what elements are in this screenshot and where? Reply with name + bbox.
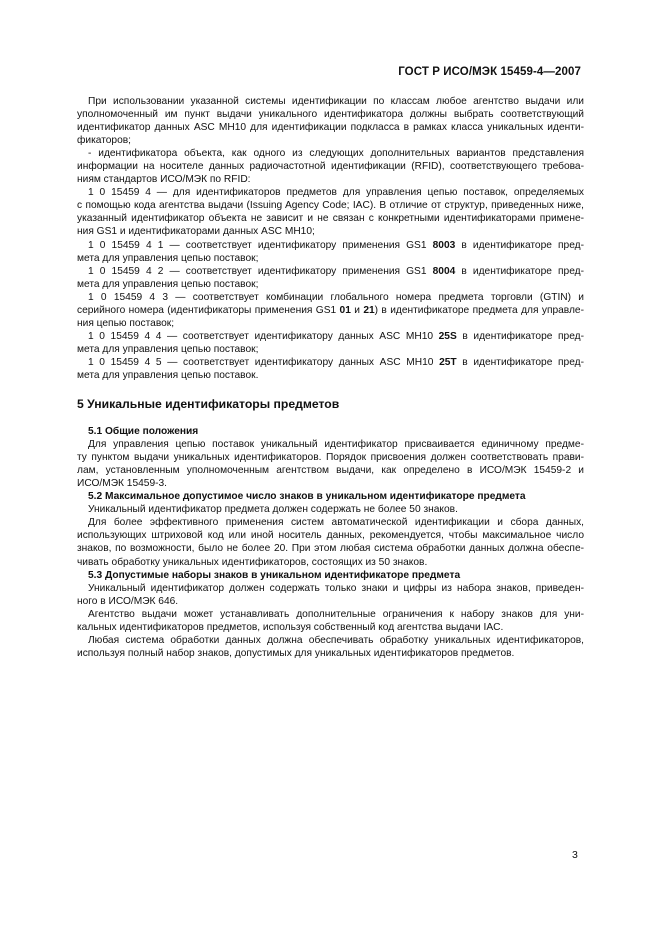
subsection-5-2 bbox=[77, 490, 584, 568]
paragraph-intro-2 bbox=[77, 147, 584, 186]
text-line: чивать обработку уникальных идентификаторов, состоящих из 50 знаков. bbox=[77, 556, 428, 568]
subsection-5-3-heading: 5.3 Допустимые наборы знаков в уникальном идентификаторе предмета bbox=[88, 569, 461, 581]
text-line: 1 0 15459 4 1 — соответствует идентификатору применения GS1 8003 в идентификаторе пред- bbox=[88, 239, 584, 251]
text-line: При использовании указанной системы идентификации по классам любое агентство выдачи или bbox=[88, 96, 584, 107]
text-line: лам, установленным уполномоченным агентством выдачи, как определено в ИСО/МЭК 15459-2 и bbox=[77, 465, 584, 477]
text-line: фикаторов; bbox=[77, 135, 131, 147]
paragraph-oid-4-3 bbox=[77, 291, 584, 330]
page-number: 3 bbox=[572, 849, 578, 861]
paragraph-oid-4 bbox=[77, 186, 584, 238]
text-line: ниям стандартов ИСО/МЭК по RFID: bbox=[77, 174, 251, 186]
text-line: Уникальный идентификатор предмета должен содержать не более 50 знаков. bbox=[88, 504, 458, 516]
text-line: Для управления цепью поставок уникальный идентификатор присваивается единичному предме- bbox=[88, 439, 584, 451]
text-line: 1 0 15459 4 3 — соответствует комбинации глобального номера предмета торговли (GTIN) и bbox=[88, 291, 584, 303]
text-line: ния GS1 и идентификаторами данных ASC MH10; bbox=[77, 226, 315, 238]
text-line: ного в ИСО/МЭК 646. bbox=[77, 595, 179, 607]
text-line: кальных идентификаторов предметов, используя собственный код агентства выдачи IAC. bbox=[77, 621, 504, 633]
text-line: мета для управления цепью поставок; bbox=[77, 252, 259, 264]
paragraph-oid-4-4 bbox=[77, 330, 584, 356]
paragraph-oid-4-5 bbox=[77, 356, 584, 382]
text-line: с помощью кода агентства выдачи (Issuing Agency Code; IAC). В отличие от структур, приведенных ниже, bbox=[77, 200, 584, 212]
text-line: использующих штриховой код или иной носитель данных, рекомендуется, чтобы максимальное число bbox=[77, 530, 584, 542]
subsection-5-1-heading: 5.1 Общие положения bbox=[88, 426, 199, 438]
subsection-5-1 bbox=[77, 425, 584, 490]
text-line: уполномоченный им пункт выдачи уникального идентификатора должны выбрать соответствующий bbox=[77, 109, 584, 121]
section-5-heading: 5 Уникальные идентификаторы предметов bbox=[77, 397, 340, 412]
paragraph-oid-4-1 bbox=[77, 239, 584, 265]
text-line: информации на носителе данных радиочастотной идентификации (RFID), соответствующего требова- bbox=[77, 161, 584, 173]
text-line: Любая система обработки данных должна обеспечивать обработку уникальных идентификаторов, bbox=[88, 634, 584, 646]
text-line: 1 0 15459 4 — для идентификаторов предметов для управления цепью поставок, определяемых bbox=[88, 187, 584, 199]
text-line: 1 0 15459 4 2 — соответствует идентификатору применения GS1 8004 в идентификаторе пред- bbox=[88, 265, 584, 277]
text-line: мета для управления цепью поставок; bbox=[77, 278, 259, 290]
text-line: идентификатор данных ASC MH10 для идентификации подкласса в рамках класса уникальных иденти- bbox=[77, 122, 584, 134]
text-line: мета для управления цепью поставок. bbox=[77, 369, 259, 381]
text-line: знаков, по возможности, было не более 20. При этом любая система обработки данных должна обеспе- bbox=[77, 543, 584, 555]
text-line: ИСО/МЭК 15459-3. bbox=[77, 478, 168, 490]
text-line: мета для управления цепью поставок; bbox=[77, 343, 259, 355]
page-body bbox=[77, 95, 584, 660]
subsection-5-2-heading: 5.2 Максимальное допустимое число знаков в уникальном идентификаторе предмета bbox=[88, 491, 526, 503]
subsection-5-3 bbox=[77, 569, 584, 660]
text-line: серийного номера (идентификаторы применения GS1 01 и 21) в идентификаторе предмета для управле- bbox=[77, 304, 584, 316]
paragraph-oid-4-2 bbox=[77, 265, 584, 291]
text-line: 1 0 15459 4 5 — соответствует идентификатору данных ASC MH10 25T в идентификаторе пред- bbox=[88, 356, 584, 368]
text-line: Уникальный идентификатор должен содержать только знаки и цифры из набора знаков, приведен- bbox=[88, 582, 584, 594]
text-line: 1 0 15459 4 4 — соответствует идентификатору данных ASC MH10 25S в идентификаторе пред- bbox=[88, 330, 584, 342]
text-line: ту пунктом выдачи уникальных идентификаторов. Порядок присвоения должен соответствовать прави- bbox=[77, 452, 584, 464]
text-line: используя полный набор знаков, допустимых для уникальных идентификаторов предметов. bbox=[77, 647, 515, 659]
text-line: ния цепью поставок; bbox=[77, 317, 175, 329]
document-header: ГОСТ Р ИСО/МЭК 15459-4—2007 bbox=[398, 66, 581, 78]
paragraph-intro-1 bbox=[77, 95, 584, 147]
text-line: - идентификатора объекта, как одного из следующих дополнительных вариантов представления bbox=[88, 148, 584, 160]
text-line: Агентство выдачи может устанавливать дополнительные ограничения к набору знаков для уни- bbox=[88, 608, 584, 620]
text-line: указанный идентификатор объекта не зависит и не связан с конкретными идентификаторами примене- bbox=[77, 213, 584, 225]
text-line: Для более эффективного применения систем автоматической идентификации и сбора данных, bbox=[88, 517, 584, 529]
